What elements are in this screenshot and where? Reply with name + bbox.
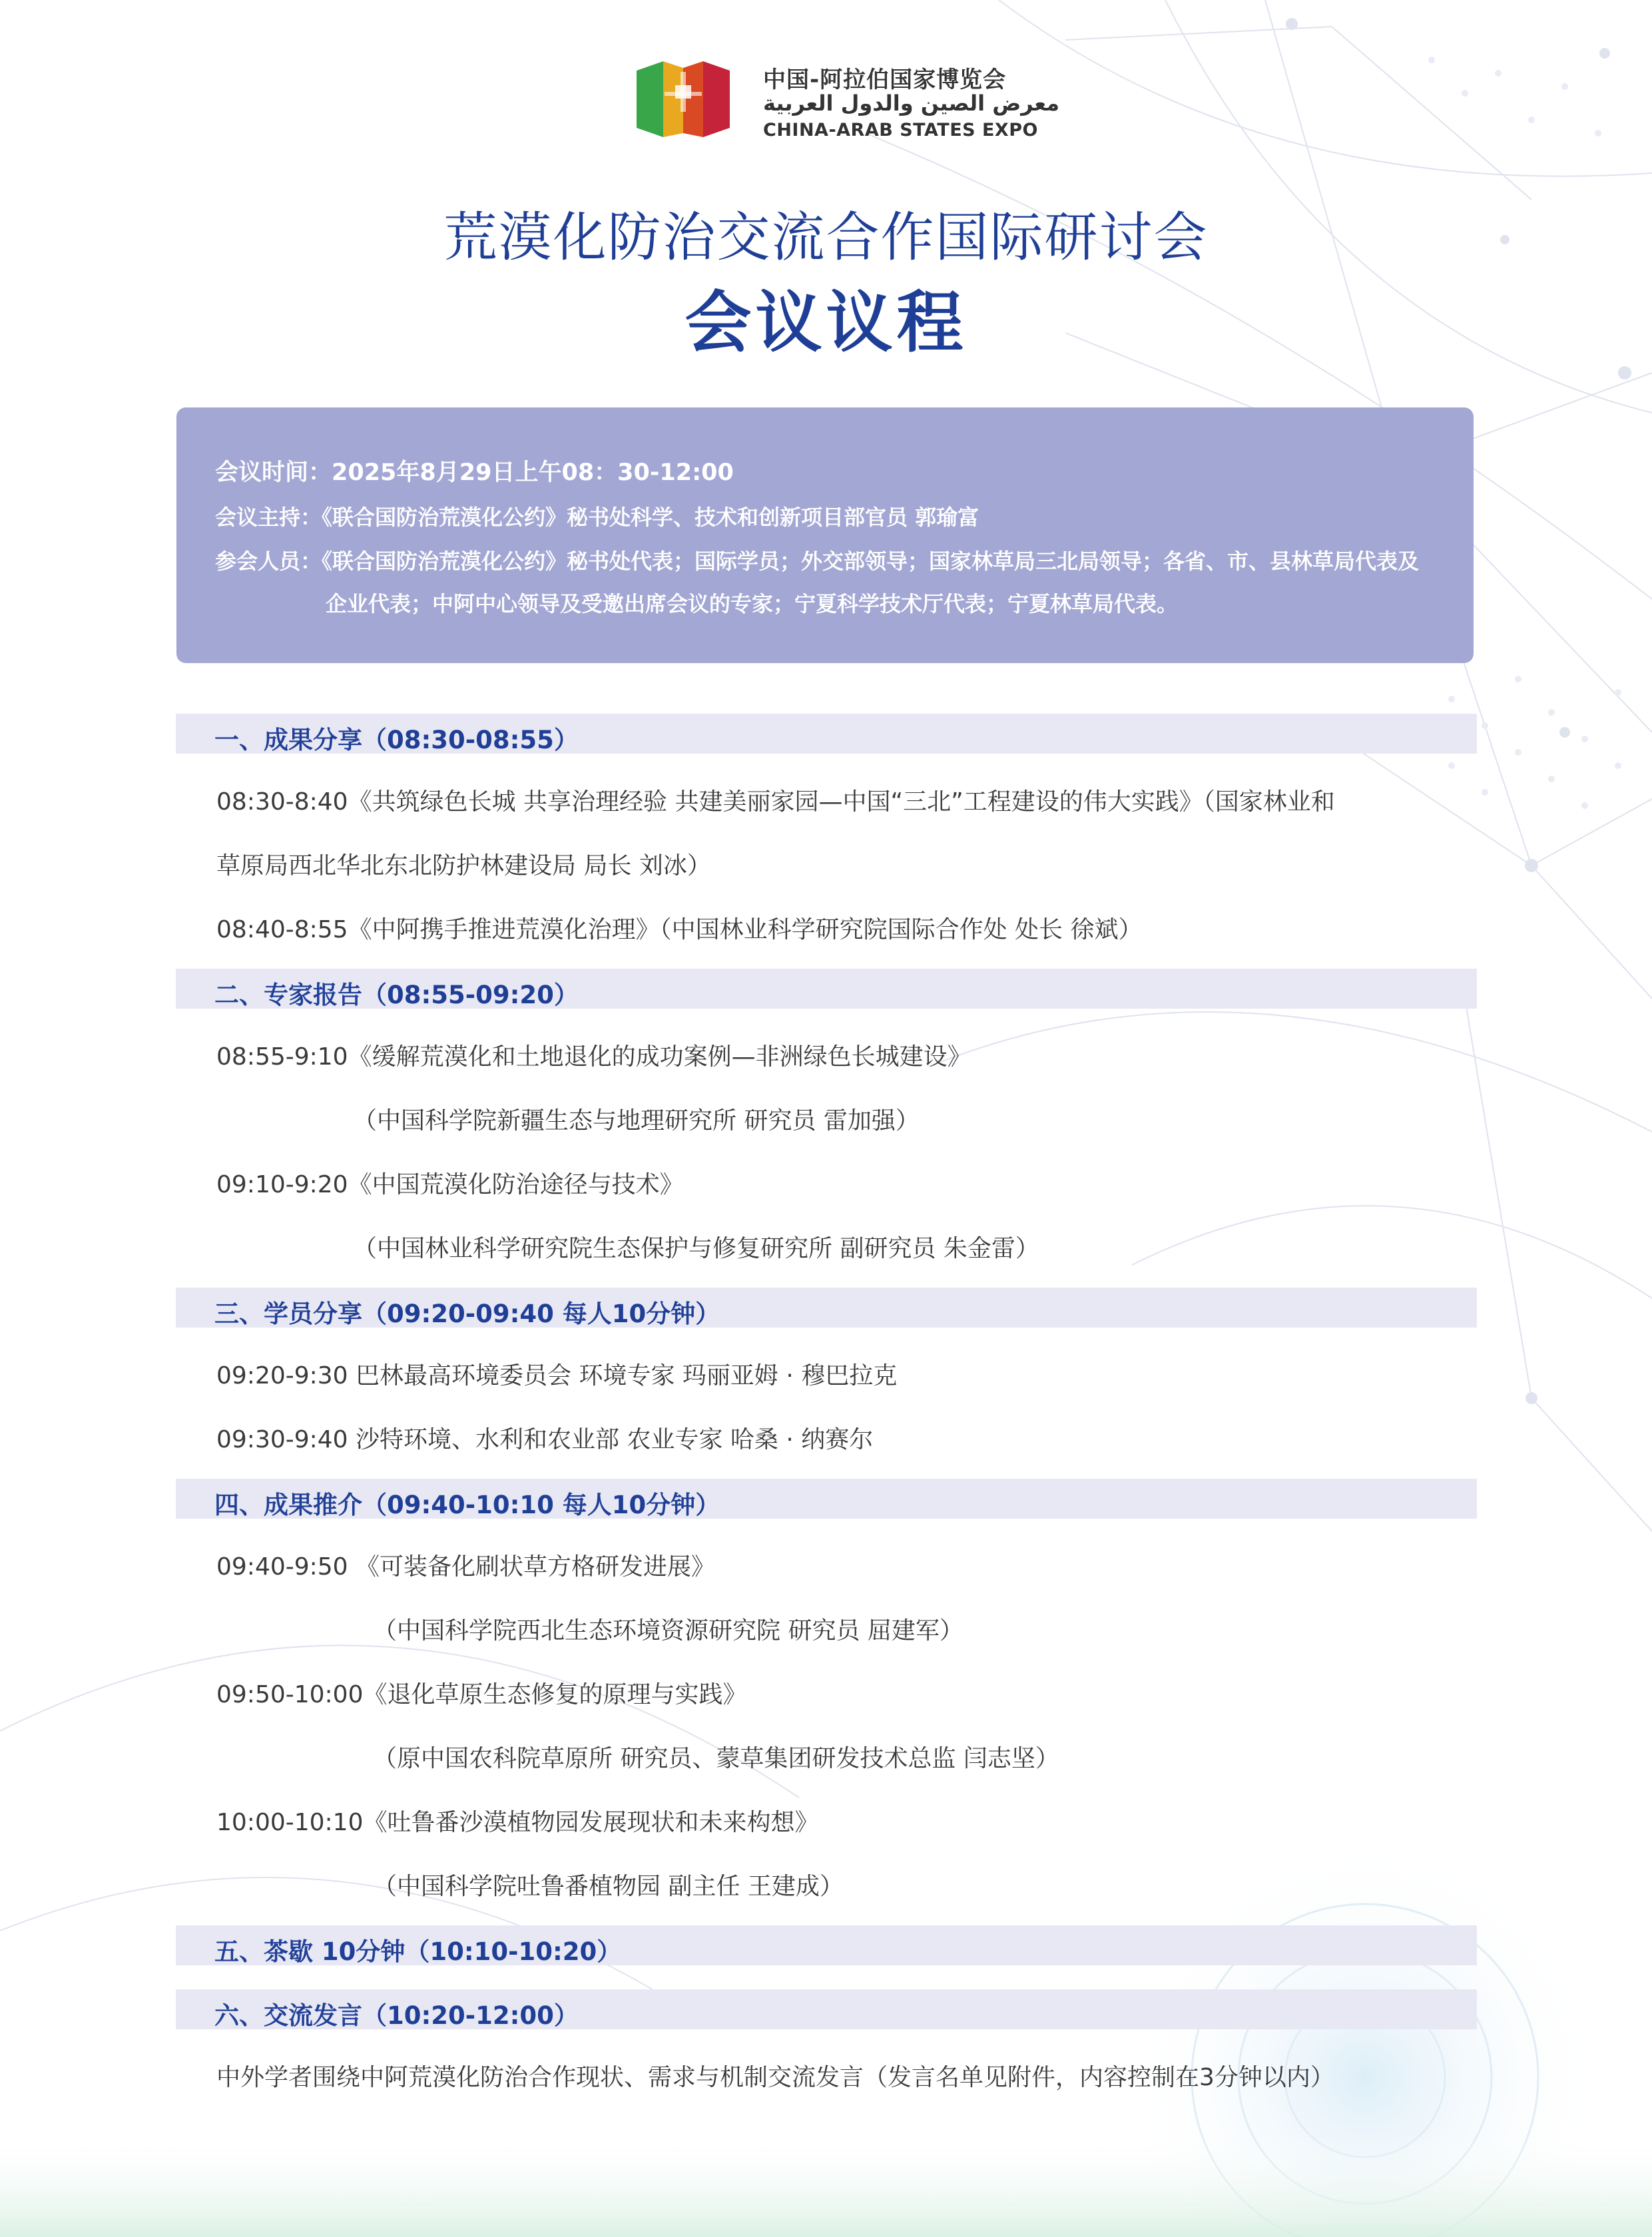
logo-chinese-text: 中国-阿拉伯国家博览会 xyxy=(763,67,1007,93)
agenda-item: 09:30-9:40 沙特环境、水利和农业部 农业专家 哈桑 · 纳赛尔 xyxy=(216,1426,874,1453)
section-header-student-sharing xyxy=(176,1288,1477,1328)
agenda-item: 09:20-9:30 巴林最高环境委员会 环境专家 玛丽亚姆 · 穆巴拉克 xyxy=(216,1362,898,1389)
expo-logo xyxy=(634,59,1060,145)
meeting-attendees-line-2: 企业代表；中阿中心领导及受邀出席会议的专家；宁夏科学技术厅代表；宁夏林草局代表。 xyxy=(326,591,1179,617)
section-header-achievements xyxy=(176,714,1477,754)
section-title: 五、茶歇 10分钟（10:10-10:20） xyxy=(214,1937,622,1966)
section-title: 三、学员分享（09:20-09:40 每人10分钟） xyxy=(214,1300,720,1328)
agenda-item-detail: （原中国农科院草原所 研究员、蒙草集团研发技术总监 闫志坚） xyxy=(373,1745,1059,1772)
section-title: 一、成果分享（08:30-08:55） xyxy=(214,726,579,754)
agenda-item: 10:00-10:10《吐鲁番沙漠植物园发展现状和未来构想》 xyxy=(216,1809,819,1836)
section-title: 四、成果推介（09:40-10:10 每人10分钟） xyxy=(214,1491,720,1519)
agenda-item-detail: 草原局西北华北东北防护林建设局 局长 刘冰） xyxy=(216,852,711,879)
agenda-item-detail: （中国科学院吐鲁番植物园 副主任 王建成） xyxy=(373,1873,844,1900)
page-title: 荒漠化防治交流合作国际研讨会 xyxy=(443,206,1209,268)
meeting-attendees-line-1: 参会人员：《联合国防治荒漠化公约》秘书处代表；国际学员；外交部领导；国家林草局三北局领导；各省、市、县林草局代表及 xyxy=(215,549,1420,574)
section-title: 六、交流发言（10:20-12:00） xyxy=(214,2001,579,2030)
agenda-item: 08:40-8:55《中阿携手推进荒漠化治理》（中国林业科学研究院国际合作处 处长 徐斌） xyxy=(216,916,1143,943)
section-header-promotion xyxy=(176,1479,1477,1519)
section-header-expert-reports xyxy=(176,969,1477,1009)
agenda-item: 中外学者围绕中阿荒漠化防治合作现状、需求与机制交流发言（发言名单见附件，内容控制在3分钟以内） xyxy=(216,2064,1334,2091)
agenda-item: 08:30-8:40《共筑绿色长城 共享治理经验 共建美丽家园—中国“三北”工程建设的伟大实践》（国家林业和 xyxy=(216,788,1335,816)
agenda-item-detail: （中国林业科学研究院生态保护与修复研究所 副研究员 朱金雷） xyxy=(353,1235,1039,1262)
logo-arabic-text: معرض الصين والدول العربية xyxy=(763,91,1060,116)
meeting-info-box xyxy=(176,407,1474,663)
agenda-item: 09:40-9:50 《可装备化刷状草方格研发进展》 xyxy=(216,1553,716,1581)
section-title: 二、专家报告（08:55-09:20） xyxy=(214,981,579,1009)
agenda-item: 09:10-9:20《中国荒漠化防治途径与技术》 xyxy=(216,1171,684,1198)
agenda-item-detail: （中国科学院西北生态环境资源研究院 研究员 屈建军） xyxy=(373,1617,964,1644)
meeting-time: 会议时间：2025年8月29日上午08：30-12:00 xyxy=(215,459,734,486)
section-header-exchange xyxy=(176,1989,1477,2029)
page-subtitle: 会议议程 xyxy=(685,284,967,362)
agenda-item: 09:50-10:00《退化草原生态修复的原理与实践》 xyxy=(216,1681,747,1708)
logo-english-text: CHINA-ARAB STATES EXPO xyxy=(763,120,1038,140)
expo-emblem-icon xyxy=(634,59,732,141)
agenda-item-detail: （中国科学院新疆生态与地理研究所 研究员 雷加强） xyxy=(353,1107,920,1134)
meeting-host: 会议主持：《联合国防治荒漠化公约》秘书处科学、技术和创新项目部官员 郭瑜富 xyxy=(215,505,979,530)
section-header-tea-break xyxy=(176,1925,1477,1965)
agenda-item: 08:55-9:10《缓解荒漠化和土地退化的成功案例—非洲绿色长城建设》 xyxy=(216,1043,971,1071)
